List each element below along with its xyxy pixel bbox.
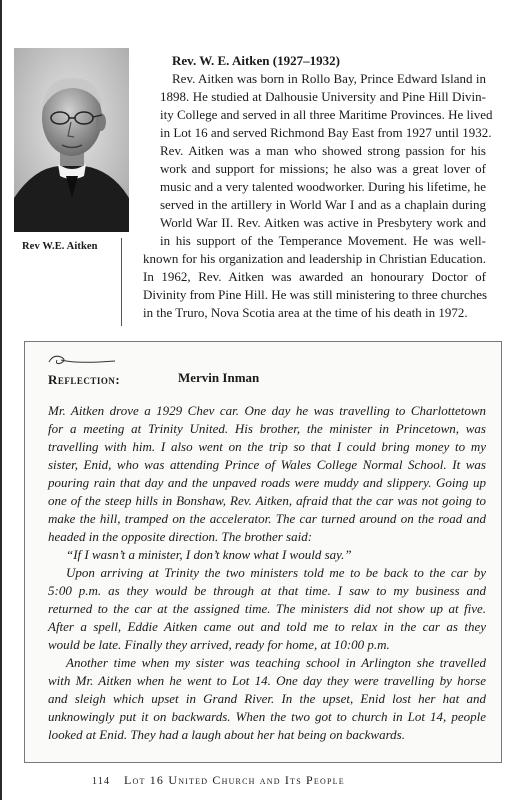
reflection-line: make the hill, tramped on the accelerator. The car turned around on the road and — [48, 511, 486, 526]
bio-line: Rev. Aitken was a man who showed strong passion for his — [160, 143, 486, 158]
reflection-line: returned to the car at the assigned time. The ministers did not show up at five. — [48, 601, 486, 616]
reflection-line: pouring rain that day and the unpaved roads were muddy and slippery. Going up — [48, 475, 486, 490]
bio-line: music and a very talented woodworker. During his lifetime, he — [160, 179, 486, 194]
bio-line: Rev. Aitken was born in Rollo Bay, Prince Edward Island in — [172, 71, 486, 86]
bio-line: served in the artillery in World War I and as a chaplain during — [160, 197, 486, 212]
page-footer — [92, 773, 345, 788]
reflection-line: Another time when my sister was teaching school in Arlington she travelled — [66, 655, 486, 670]
bio-line: in his support of the Temperance Movement. He was well- — [160, 233, 486, 248]
reflection-label: Reflection: — [48, 372, 121, 387]
reflection-quote: “If I wasn’t a minister, I don’t know what I would say.” — [66, 547, 352, 562]
reflection-line: unknowingly put it on backwards. When the two got to church in Lot 14, people — [48, 709, 486, 724]
bio-line: in the Truro, Nova Scotia area at the time of his death in 1972. — [143, 305, 468, 320]
reflection-line: looked at Enid. They had a laugh about her hat being on backwards. — [48, 727, 405, 742]
bio-line: known for his organization and leadership in Christian Education. — [143, 251, 486, 266]
reflection-line: and sleigh which upset in Grand River. In the upset, Enid lost her hat and — [48, 691, 486, 706]
reflection-line: Mr. Aitken drove a 1929 Chev car. One day he was travelling to Charlottetown — [48, 403, 486, 418]
page-number: 114 — [92, 776, 111, 787]
bio-title: Rev. W. E. Aitken (1927–1932) — [172, 53, 340, 68]
ornament-swash-icon — [47, 352, 117, 368]
reflection-line: travelling with him. I also went on the trip so that I could bring money to my — [48, 439, 486, 454]
bio-line: ity College and served in all three Maritime Provinces. He lived — [160, 107, 493, 122]
bio-line: Divinity from Pine Hill. He was still ministering to three churches — [143, 287, 488, 302]
bio-line: in Lot 16 and served Richmond Bay East from 1927 until 1932. — [160, 125, 492, 140]
bio-line: World War II. Rev. Aitken was active in Presbytery work and — [160, 215, 486, 230]
reflection-line: for a meeting at Trinity United. His brother, the minister in Princetown, was — [48, 421, 486, 436]
reflection-line: with Mr. Aitken when he went to Lot 14. One day they were travelling by horse — [48, 673, 486, 688]
reflection-line: one of the steep hills in Bonshaw, Rev. Aitken, afraid that the car was not going to — [48, 493, 486, 508]
running-footer-title: Lot 16 United Church and Its People — [123, 773, 345, 787]
reflection-author: Mervin Inman — [178, 370, 260, 385]
reflection-line: 5:00 p.m. as they would be through at that time. I saw to my business and — [48, 583, 486, 598]
column-divider — [121, 238, 122, 326]
scan-edge — [0, 0, 2, 800]
reflection-line: would be late. Finally they arrived, ready for home, at 10:00 p.m. — [48, 637, 390, 652]
reflection-line: headed in the opposite direction. The brother said: — [48, 529, 313, 544]
reflection-line: Upon arriving at Trinity the two ministers told me to be back to the car by — [66, 565, 486, 580]
bio-line: In 1962, Rev. Aitken was awarded an honourary Doctor of — [143, 269, 486, 284]
bio-line: work and support for missions; he also was a great lover of — [160, 161, 486, 176]
bio-line: 1898. He studied at Dalhousie University and Pine Hill Divin- — [160, 89, 486, 104]
portrait-photo — [14, 48, 129, 232]
reflection-line: sister, Enid, who was attending Prince of Wales College Normal School. It was — [48, 457, 486, 472]
reflection-line: After a spell, Eddie Aitken came out and told me to relax in the car as they — [48, 619, 486, 634]
photo-caption: Rev W.E. Aitken — [22, 241, 98, 252]
